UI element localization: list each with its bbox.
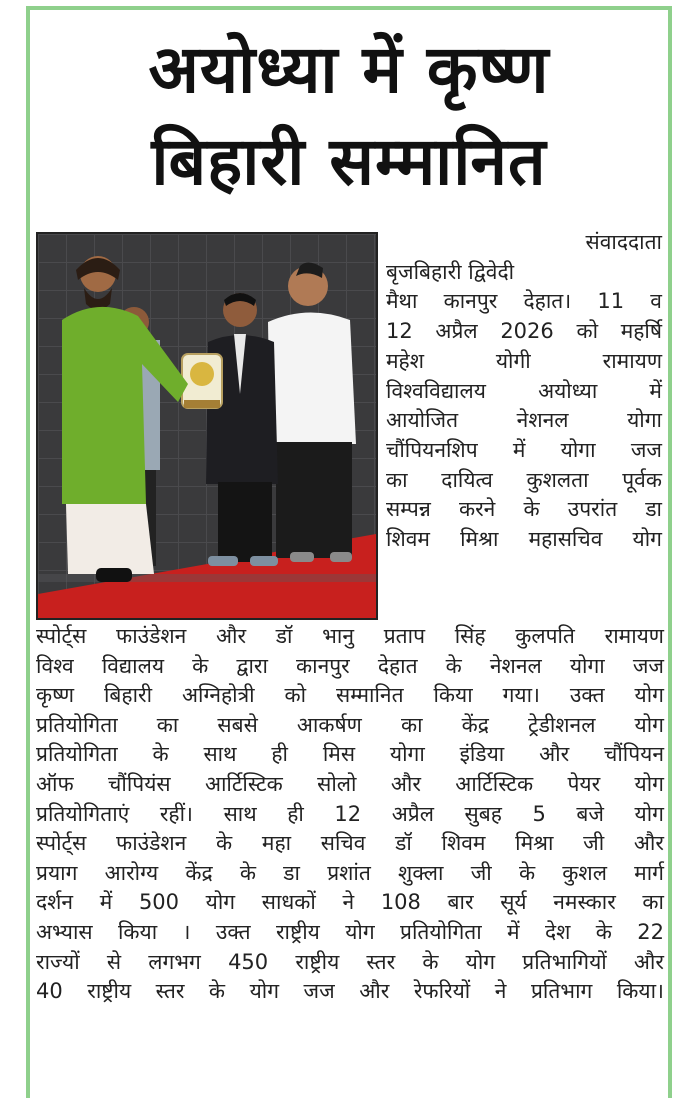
- headline-line-2: बिहारी सम्मानित: [151, 123, 547, 200]
- body-line: राज्यों से लगभग 450 राष्ट्रीय स्तर के योग प्रतिभागियों और: [36, 949, 664, 974]
- column-line: महेश योगी रामायण: [386, 348, 662, 373]
- body-line: विश्व विद्यालय के द्वारा कानपुर देहात के नेशनल योगा जज: [36, 653, 664, 678]
- article-body: [36, 622, 664, 1007]
- body-line: दर्शन में 500 योग साधकों ने 108 बार सूर्य नमस्कार का: [36, 890, 664, 915]
- body-line: स्पोर्ट्स फाउंडेशन और डॉ भानु प्रताप सिंह कुलपति रामायण: [36, 624, 664, 648]
- column-line: आयोजित नेशनल योगा: [386, 408, 662, 433]
- column-line: 12 अप्रैल 2026 को महर्षि: [386, 319, 662, 344]
- body-line: कृष्ण बिहारी अग्निहोत्री को सम्मानित किया गया। उक्त योग: [36, 683, 664, 708]
- body-line: ऑफ चौंपियंस आर्टिस्टिक सोलो और आर्टिस्टिक पेयर योग: [36, 771, 664, 796]
- column-line: सम्पन्न करने के उपरांत डा: [386, 497, 662, 522]
- body-line: स्पोर्ट्स फाउंडेशन के महा सचिव डॉ शिवम मिश्रा जी और: [36, 831, 664, 856]
- body-line: प्रतियोगिता के साथ ही मिस योगा इंडिया और चौंपियन: [36, 742, 664, 767]
- headline-line-1: अयोध्या में कृष्ण: [148, 31, 550, 108]
- column-line: का दायित्व कुशलता पूर्वक: [386, 467, 662, 492]
- column-line: मैथा कानपुर देहात। 11 व: [386, 289, 662, 314]
- byline-label: संवाददाता: [585, 230, 662, 254]
- body-line: प्रयाग आरोग्य केंद्र के डा प्रशांत शुक्ला जी के कुशल मार्ग: [36, 860, 664, 885]
- award-ceremony-photo: [36, 232, 378, 620]
- body-line: 40 राष्ट्रीय स्तर के योग जज और रेफरियों ने प्रतिभाग किया।: [36, 979, 664, 1004]
- body-line: प्रतियोगिताएं रहीं। साथ ही 12 अप्रैल सुबह 5 बजे योग: [36, 801, 664, 826]
- column-line: विश्वविद्यालय अयोध्या में: [386, 378, 662, 403]
- byline-name: बृजबिहारी द्विवेदी: [386, 259, 515, 284]
- body-line: अभ्यास किया । उक्त राष्ट्रीय योग प्रतियोगिता में देश के 22: [36, 919, 664, 944]
- column-line: चौंपियनशिप में योगा जज: [386, 437, 662, 462]
- body-line: प्रतियोगिता का सबसे आकर्षण का केंद्र ट्रेडीशनल योग: [36, 712, 664, 737]
- byline-and-column-text: [386, 228, 662, 555]
- column-line: शिवम मिश्रा महासचिव योग: [386, 527, 662, 552]
